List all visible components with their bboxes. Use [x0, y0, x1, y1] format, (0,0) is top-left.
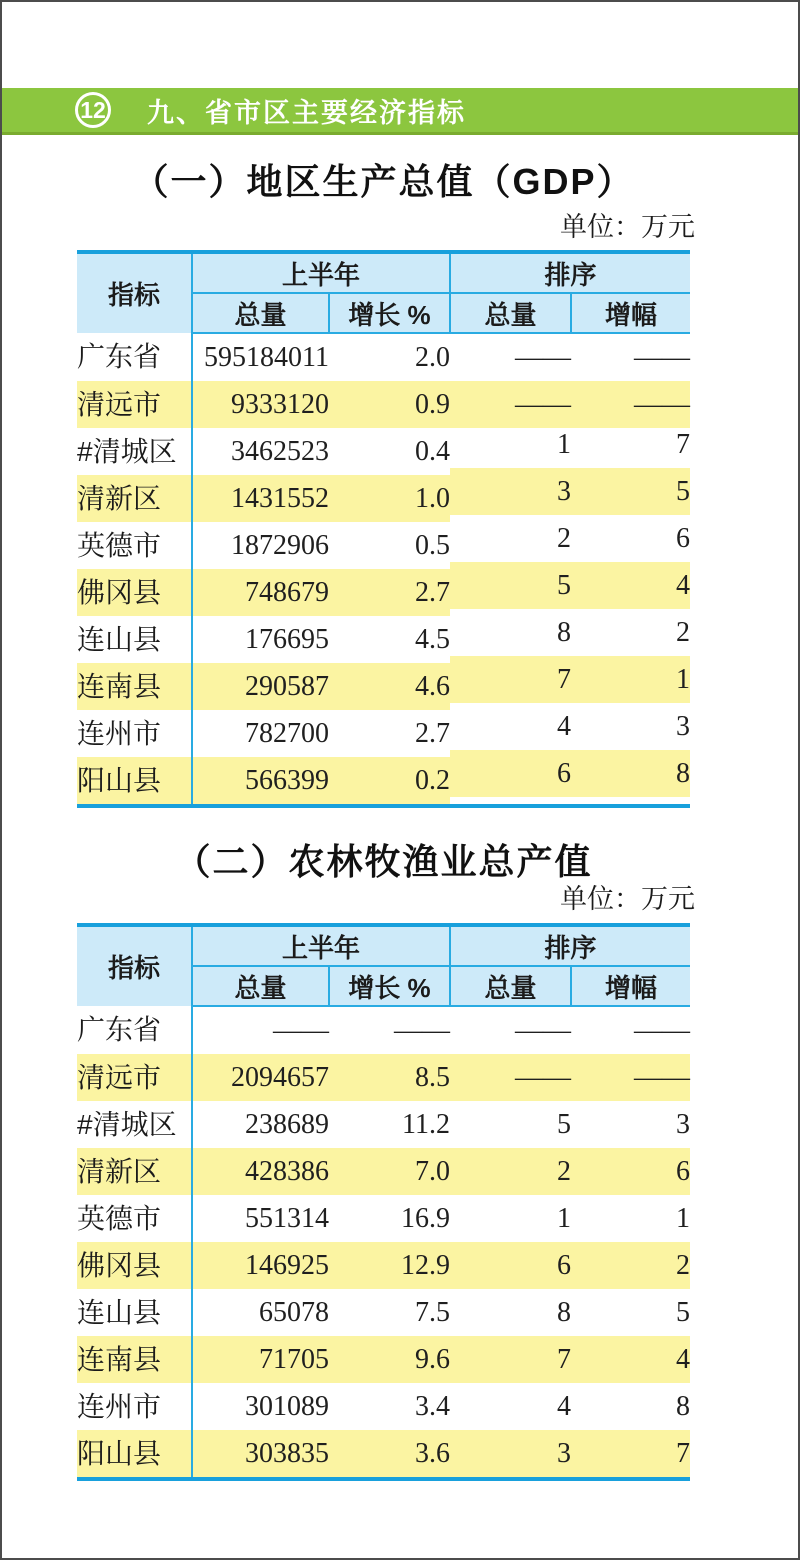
cell-total: 782700 [245, 717, 329, 749]
gdp-table-header [77, 252, 690, 333]
cell-rank-total: 3 [557, 1437, 572, 1469]
col-header-half-year: 上半年 [192, 925, 450, 966]
cell-growth: 4.5 [415, 623, 451, 655]
row-label: 连州市 [77, 710, 192, 757]
table-row [77, 1101, 690, 1148]
cell-rank-total: 7 [557, 663, 572, 695]
gdp-table-container [77, 250, 690, 808]
cell-rank-total: 5 [557, 1108, 572, 1140]
col-header-rank-total: 总量 [450, 293, 571, 333]
cell-rank-growth: —— [634, 341, 691, 373]
cell-growth: 0.9 [415, 388, 451, 420]
cell-total: 238689 [245, 1108, 329, 1140]
cell-total: 146925 [245, 1249, 329, 1281]
cell-growth: 8.5 [415, 1061, 451, 1093]
cell-rank-total: 1 [557, 1202, 572, 1234]
row-label: 英德市 [77, 522, 192, 569]
cell-growth: 4.6 [415, 670, 451, 702]
col-header-indicator: 指标 [77, 925, 192, 1006]
agriculture-table [77, 923, 690, 1481]
cell-growth: 0.2 [415, 764, 451, 796]
chapter-header-bar [2, 88, 798, 135]
agriculture-table-body [77, 1006, 690, 1479]
cell-total: 301089 [245, 1390, 329, 1422]
col-header-total: 总量 [192, 293, 329, 333]
cell-rank-growth: —— [634, 1014, 691, 1046]
cell-growth: 3.4 [415, 1390, 451, 1422]
row-label: 清远市 [77, 1054, 192, 1101]
cell-rank-growth: 1 [676, 1202, 691, 1234]
cell-rank-total: 4 [557, 1390, 572, 1422]
cell-growth: 16.9 [401, 1202, 451, 1234]
row-label: 阳山县 [77, 757, 192, 806]
cell-rank-total: —— [515, 388, 572, 420]
col-header-growth: 增长 % [329, 293, 450, 333]
table-row [77, 1430, 690, 1479]
table-row [77, 1148, 690, 1195]
cell-rank-total: 1 [557, 428, 572, 460]
table-row [77, 1383, 690, 1430]
row-label: 连州市 [77, 1383, 192, 1430]
col-header-ranking: 排序 [450, 252, 690, 293]
cell-total: 65078 [259, 1296, 329, 1328]
cell-rank-total: 8 [557, 1296, 572, 1328]
section-2-title: （二）农林牧渔业总产值 [174, 841, 593, 882]
cell-growth: 1.0 [415, 482, 451, 514]
cell-rank-growth: 3 [676, 1108, 691, 1140]
page-number-badge [75, 92, 111, 128]
table-row [77, 1242, 690, 1289]
cell-growth: —— [394, 1014, 451, 1046]
cell-rank-growth: 2 [676, 1249, 691, 1281]
row-label: 佛冈县 [77, 1242, 192, 1289]
cell-total: 566399 [245, 764, 329, 796]
cell-rank-growth: 6 [676, 522, 691, 554]
cell-rank-total: 7 [557, 1343, 572, 1375]
row-label: 阳山县 [77, 1430, 192, 1479]
col-header-indicator: 指标 [77, 252, 192, 333]
cell-rank-total: 2 [557, 522, 572, 554]
agriculture-table-container [77, 923, 690, 1481]
gdp-table [77, 250, 690, 808]
cell-rank-growth: 3 [676, 710, 691, 742]
gdp-table-body [77, 333, 690, 806]
col-header-rank-growth: 增幅 [571, 966, 690, 1006]
cell-total: 428386 [245, 1155, 329, 1187]
row-label: 连南县 [77, 1336, 192, 1383]
cell-total: 551314 [245, 1202, 329, 1234]
row-label: 广东省 [77, 1006, 192, 1054]
row-label: 佛冈县 [77, 569, 192, 616]
cell-rank-growth: 7 [676, 1437, 691, 1469]
cell-total: 1872906 [231, 529, 329, 561]
cell-total: 71705 [259, 1343, 329, 1375]
cell-rank-growth: —— [634, 1061, 691, 1093]
cell-rank-total: 2 [557, 1155, 572, 1187]
row-label: 连山县 [77, 1289, 192, 1336]
cell-rank-growth: —— [634, 388, 691, 420]
cell-growth: 2.7 [415, 717, 451, 749]
cell-growth: 11.2 [402, 1108, 451, 1140]
cell-rank-total: 6 [557, 757, 572, 789]
agriculture-table-header [77, 925, 690, 1006]
table-row [77, 1054, 690, 1101]
col-header-total: 总量 [192, 966, 329, 1006]
cell-rank-growth: 5 [676, 475, 691, 507]
cell-rank-total: 3 [557, 475, 572, 507]
table-row [77, 1336, 690, 1383]
cell-rank-total: 5 [557, 569, 572, 601]
row-label: 清远市 [77, 381, 192, 428]
cell-total: 176695 [245, 623, 329, 655]
cell-rank-growth: 7 [676, 428, 691, 460]
cell-total: 595184011 [204, 341, 329, 373]
cell-total: 3462523 [231, 435, 329, 467]
col-header-rank-growth: 增幅 [571, 293, 690, 333]
cell-total: 2094657 [231, 1061, 329, 1093]
row-label: 连南县 [77, 663, 192, 710]
chapter-title: 九、省市区主要经济指标 [147, 97, 466, 128]
cell-total: 303835 [245, 1437, 329, 1469]
cell-rank-total: —— [515, 341, 572, 373]
cell-total: —— [273, 1014, 329, 1046]
cell-growth: 12.9 [401, 1249, 451, 1281]
cell-rank-growth: 6 [676, 1155, 691, 1187]
cell-total: 9333120 [231, 388, 329, 420]
cell-rank-total: —— [515, 1061, 572, 1093]
table-row [77, 333, 690, 381]
row-label: 清新区 [77, 475, 192, 522]
row-label: 广东省 [77, 333, 192, 381]
cell-growth: 2.0 [415, 341, 451, 373]
col-header-ranking: 排序 [450, 925, 690, 966]
table-row [77, 757, 690, 806]
row-label: #清城区 [77, 1101, 192, 1148]
section-1-title: （一）地区生产总值（GDP） [132, 161, 635, 202]
table-row [77, 1195, 690, 1242]
col-header-half-year: 上半年 [192, 252, 450, 293]
cell-total: 1431552 [231, 482, 329, 514]
table-row [77, 1006, 690, 1054]
cell-total: 748679 [245, 576, 329, 608]
cell-rank-total: 6 [557, 1249, 572, 1281]
row-label: #清城区 [77, 428, 192, 475]
cell-total: 290587 [245, 670, 329, 702]
cell-rank-growth: 8 [676, 1390, 691, 1422]
col-header-growth: 增长 % [329, 966, 450, 1006]
cell-rank-growth: 2 [676, 616, 691, 648]
row-label: 清新区 [77, 1148, 192, 1195]
cell-growth: 0.5 [415, 529, 451, 561]
cell-growth: 7.0 [415, 1155, 451, 1187]
cell-growth: 0.4 [415, 435, 451, 467]
cell-rank-growth: 4 [676, 1343, 691, 1375]
cell-rank-growth: 4 [676, 569, 691, 601]
cell-rank-total: —— [515, 1014, 572, 1046]
cell-growth: 2.7 [415, 576, 451, 608]
section-2-unit-label: 单位：万元 [560, 884, 695, 914]
section-1-unit-label: 单位：万元 [560, 212, 695, 242]
cell-rank-growth: 8 [676, 757, 691, 789]
cell-growth: 7.5 [415, 1296, 451, 1328]
cell-rank-growth: 5 [676, 1296, 691, 1328]
cell-growth: 9.6 [415, 1343, 451, 1375]
cell-rank-total: 8 [557, 616, 572, 648]
table-row [77, 1289, 690, 1336]
col-header-rank-total: 总量 [450, 966, 571, 1006]
row-label: 连山县 [77, 616, 192, 663]
cell-rank-total: 4 [557, 710, 572, 742]
cell-rank-growth: 1 [676, 663, 691, 695]
row-label: 英德市 [77, 1195, 192, 1242]
cell-growth: 3.6 [415, 1437, 451, 1469]
page-number: 12 [80, 96, 106, 123]
